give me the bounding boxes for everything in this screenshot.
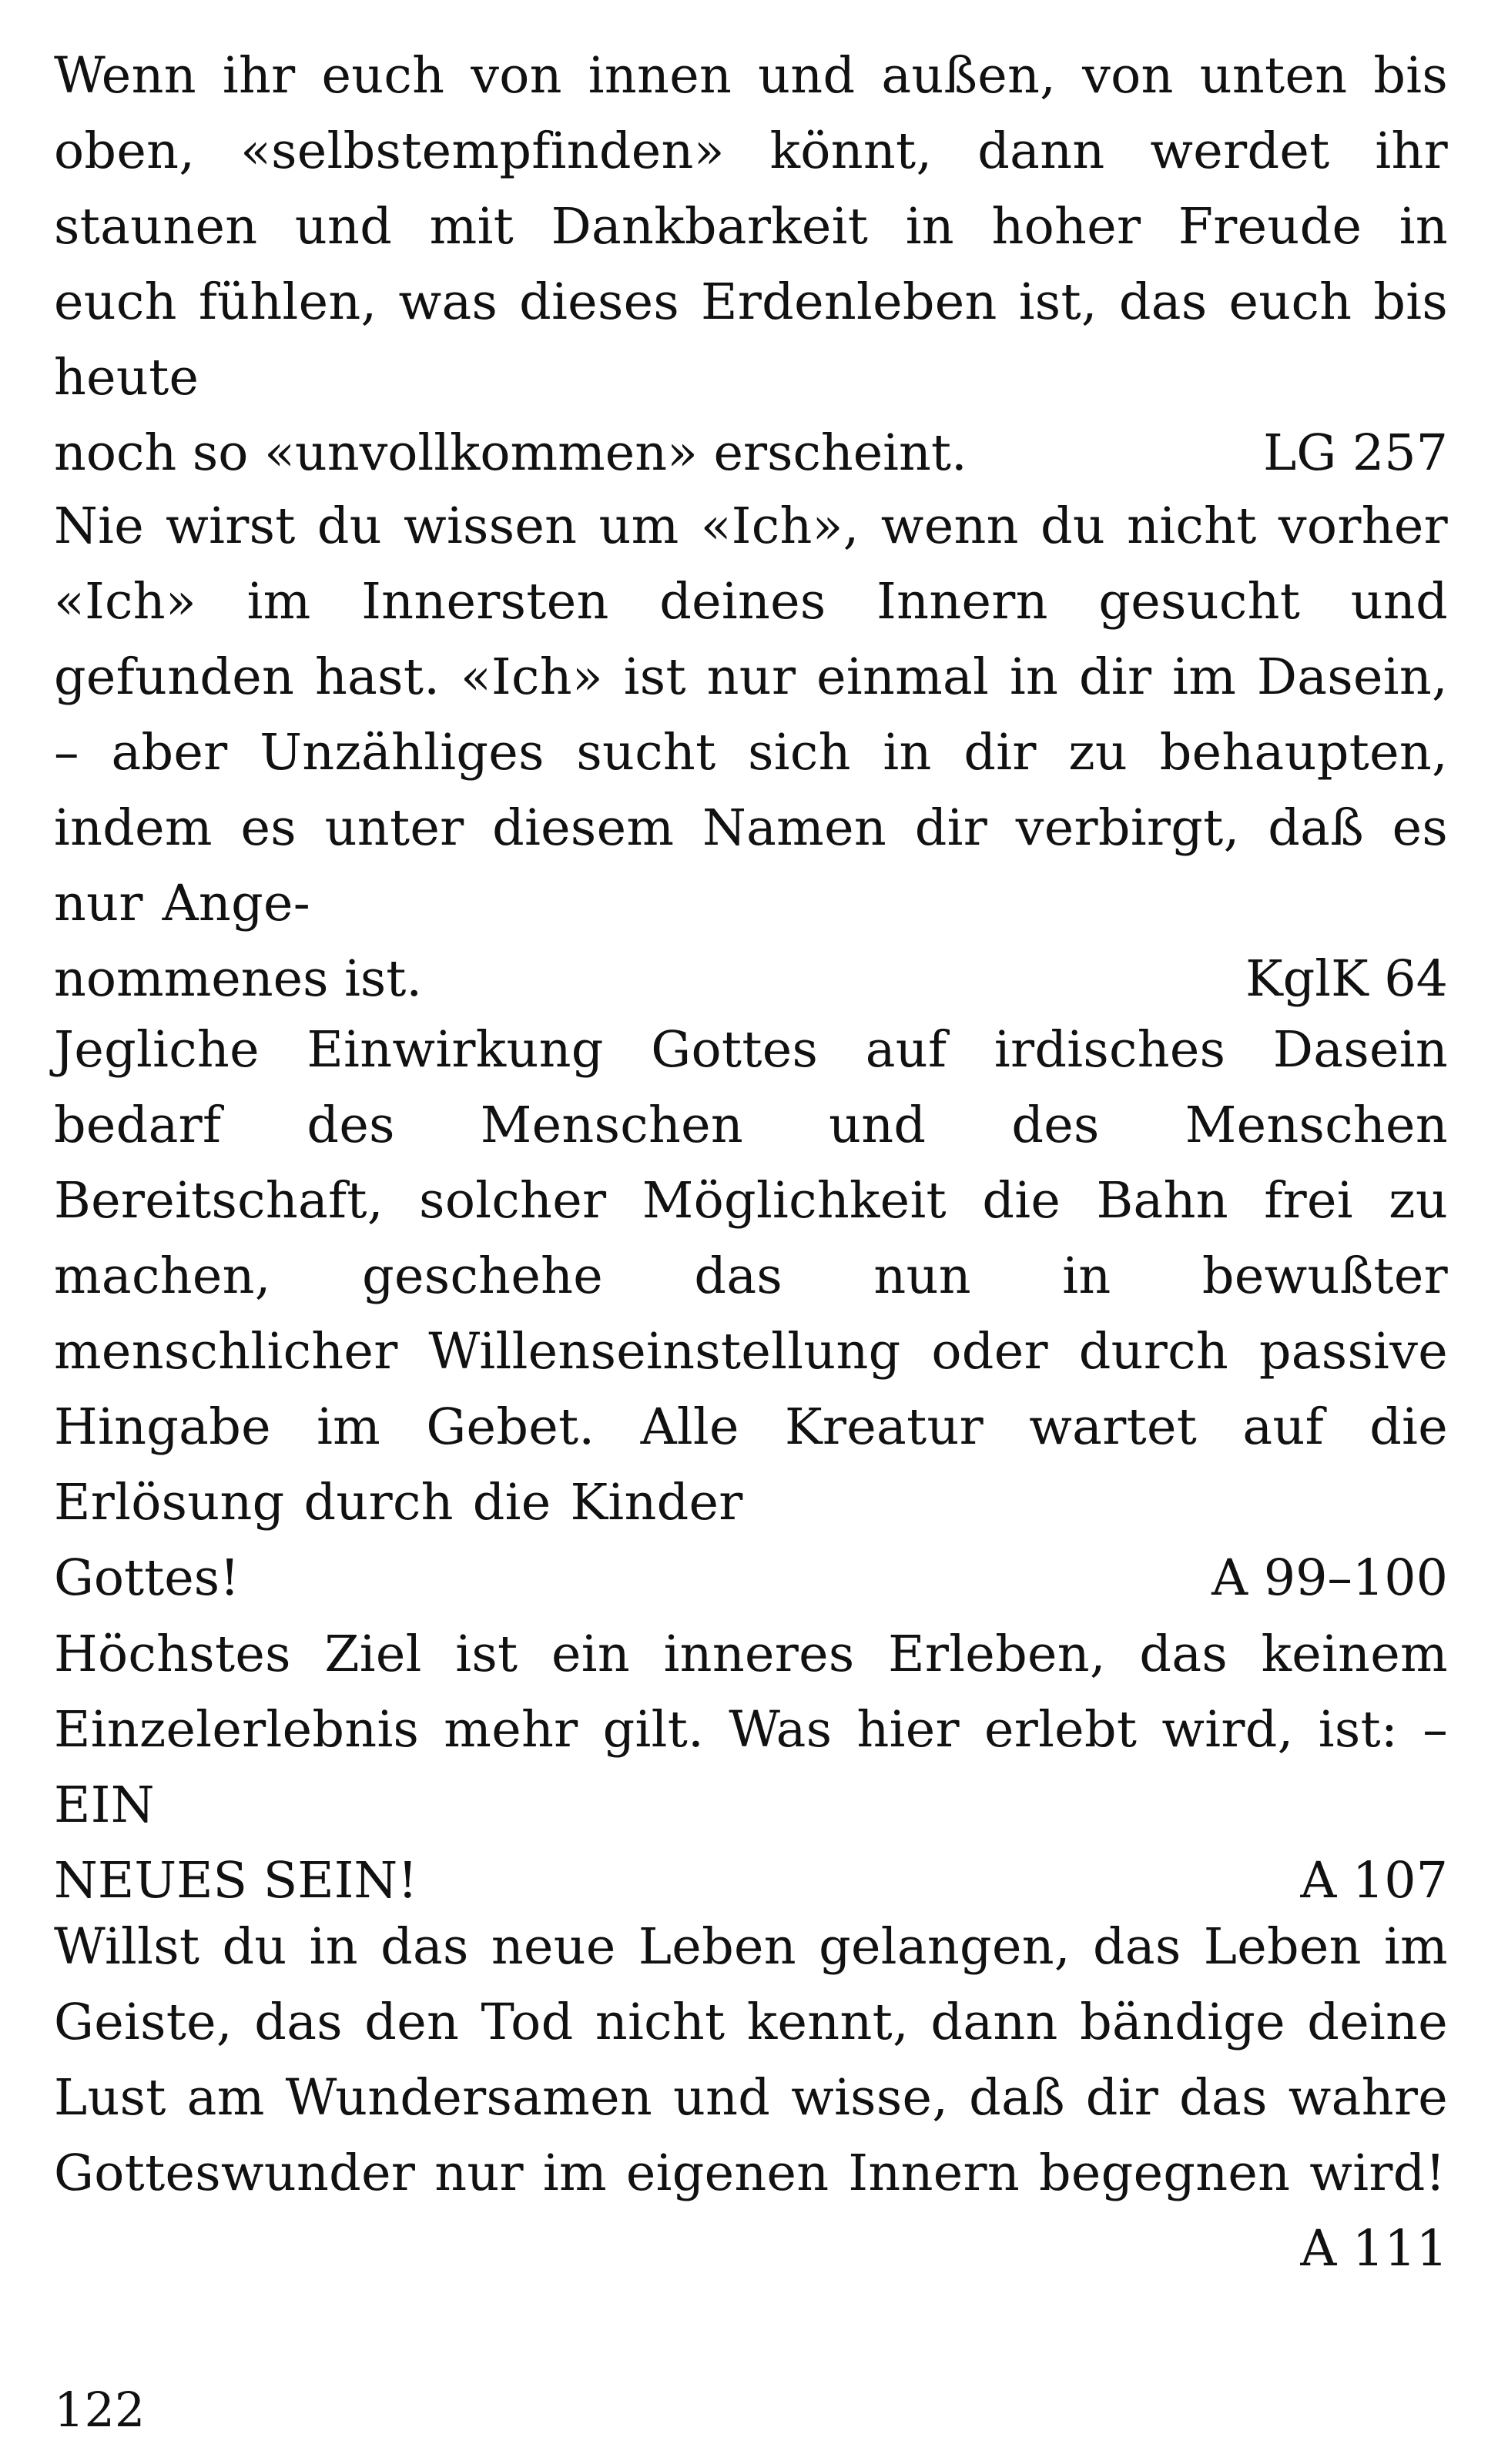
quote-reference: A 99–100 — [1211, 1549, 1448, 1607]
quote-reference: A 111 — [1300, 2220, 1448, 2278]
quote-block — [54, 1910, 1448, 2287]
quote-text: Höchstes Ziel ist ein inneres Erleben, das keinem Einzelerlebnis mehr gilt. Was hier erlebt wird, ist: – EIN — [54, 1625, 1448, 1834]
quote-block — [54, 1617, 1448, 1919]
quote-last-line-row — [54, 942, 1448, 1017]
quote-block — [54, 38, 1448, 491]
quote-last-line: Gottes! — [54, 1549, 240, 1607]
quote-last-line: NEUES SEIN! — [54, 1852, 418, 1910]
page-number: 122 — [54, 2382, 146, 2438]
quote-reference: A 107 — [1300, 1852, 1448, 1910]
quote-last-line: nommenes ist. — [54, 950, 423, 1008]
quote-reference: LG 257 — [1263, 424, 1448, 482]
quote-text: Nie wirst du wissen um «Ich», wenn du nicht vorher «Ich» im Innersten deines Innern gesucht und gefunden hast. «Ich» ist nur einmal in dir im Dasein, – aber Unzähliges sucht sich in dir zu behaupten, indem es unter diesem Namen dir verbirgt, daß es nur Ange- — [54, 497, 1448, 932]
quote-last-line-row — [54, 1541, 1448, 1616]
quote-text: Jegliche Einwirkung Gottes auf irdisches Dasein bedarf des Menschen und des Menschen Bereitschaft, solcher Möglichkeit die Bahn frei zu machen, geschehe das nun in bewußter menschlicher Willenseinstellung oder durch passive Hingabe im Gebet. Alle Kreatur wartet auf die Erlösung durch die Kinder — [54, 1021, 1448, 1532]
quote-reference: KglK 64 — [1245, 950, 1448, 1008]
quote-text: Willst du in das neue Leben gelangen, das Leben im Geiste, das den Tod nicht kennt, dann bändige deine Lust am Wundersamen und wisse, daß dir das wahre Gotteswunder nur im eigenen Innern begegnen wird! — [54, 1918, 1448, 2202]
book-page — [54, 38, 1448, 2441]
quote-block — [54, 1013, 1448, 1616]
quote-last-line-row — [54, 1843, 1448, 1919]
quote-block — [54, 489, 1448, 1017]
quote-last-line-row — [54, 416, 1448, 491]
quote-last-line: noch so «unvollkommen» erscheint. — [54, 424, 967, 482]
quote-text: Wenn ihr euch von innen und außen, von unten bis oben, «selbstempfinden» könnt, dann werdet ihr staunen und mit Dankbarkeit in hoher Freude in euch fühlen, was dieses Erdenleben ist, das euch bis heute — [54, 47, 1448, 407]
